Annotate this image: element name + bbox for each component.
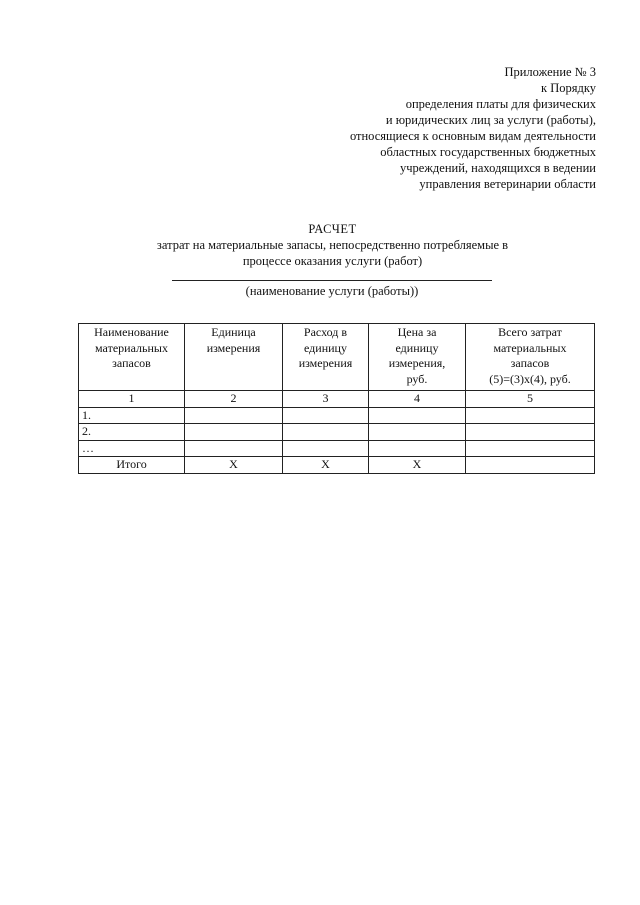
table-cell — [466, 440, 595, 457]
header-text: руб. — [406, 371, 428, 386]
appendix-line: областных государственных бюджетных — [380, 145, 596, 159]
table-cell — [369, 424, 466, 441]
table-cell — [185, 440, 283, 457]
header-text: материальных — [493, 340, 567, 355]
column-number: 5 — [466, 391, 595, 408]
header-text: (5)=(3)x(4), руб. — [489, 371, 571, 386]
total-cell: Х — [369, 457, 466, 474]
header-cell — [185, 324, 283, 391]
appendix-line: управления ветеринарии области — [419, 177, 596, 191]
table-cell — [283, 424, 369, 441]
title-heading: РАСЧЕТ — [308, 222, 357, 236]
header-text: материальных — [95, 340, 168, 355]
header-text: Расход в — [303, 325, 348, 339]
total-cell: Итого — [79, 457, 185, 474]
header-text: единицу — [395, 340, 439, 355]
table-cell — [466, 424, 595, 441]
table-cell — [283, 407, 369, 424]
title-line: процессе оказания услуги (работ) — [242, 254, 423, 268]
table-row — [79, 424, 595, 441]
header-cell — [79, 324, 185, 391]
appendix-line: определения платы для физических — [405, 97, 596, 111]
header-text: измерения — [206, 340, 261, 355]
column-number-row — [79, 391, 595, 408]
total-cell — [466, 457, 595, 474]
header-text: Цена за — [397, 325, 437, 339]
service-name-underline — [172, 280, 492, 281]
column-number: 1 — [79, 391, 185, 408]
total-cell: Х — [185, 457, 283, 474]
table-cell — [185, 407, 283, 424]
appendix-line: и юридических лиц за услуги (работы), — [385, 113, 596, 127]
table-cell — [369, 407, 466, 424]
title-line: затрат на материальные запасы, непосредственно потребляемые в — [156, 238, 509, 252]
column-number: 2 — [185, 391, 283, 408]
document-title — [0, 221, 640, 269]
table-cell — [283, 440, 369, 457]
table-cell: 2. — [79, 424, 185, 441]
materials-cost-table — [78, 323, 595, 474]
appendix-line: относящиеся к основным видам деятельности — [349, 129, 596, 143]
header-text: измерения — [298, 356, 353, 370]
column-number: 4 — [369, 391, 466, 408]
table-row — [79, 440, 595, 457]
header-text: единицу — [304, 340, 347, 355]
header-cell — [369, 324, 466, 391]
appendix-line: к Порядку — [541, 81, 596, 95]
appendix-line: учреждений, находящихся в ведении — [399, 161, 596, 175]
total-cell: Х — [283, 457, 369, 474]
service-name-caption: (наименование услуги (работы)) — [245, 284, 419, 298]
total-row — [79, 457, 595, 474]
appendix-reference — [350, 64, 596, 192]
table-row — [79, 407, 595, 424]
table-header-row — [79, 324, 595, 391]
header-text: измерения, — [388, 356, 446, 370]
header-cell — [283, 324, 369, 391]
table-cell — [466, 407, 595, 424]
column-number: 3 — [283, 391, 369, 408]
header-text: Единица — [211, 325, 256, 339]
header-text: запасов — [510, 356, 550, 370]
table-cell: … — [79, 440, 185, 457]
table-cell: 1. — [79, 407, 185, 424]
header-cell — [466, 324, 595, 391]
table-cell — [369, 440, 466, 457]
header-text: Всего затрат — [498, 325, 562, 339]
header-text: Наименование — [94, 325, 169, 339]
table-cell — [185, 424, 283, 441]
header-text: запасов — [112, 356, 151, 370]
appendix-line: Приложение № 3 — [504, 65, 596, 79]
